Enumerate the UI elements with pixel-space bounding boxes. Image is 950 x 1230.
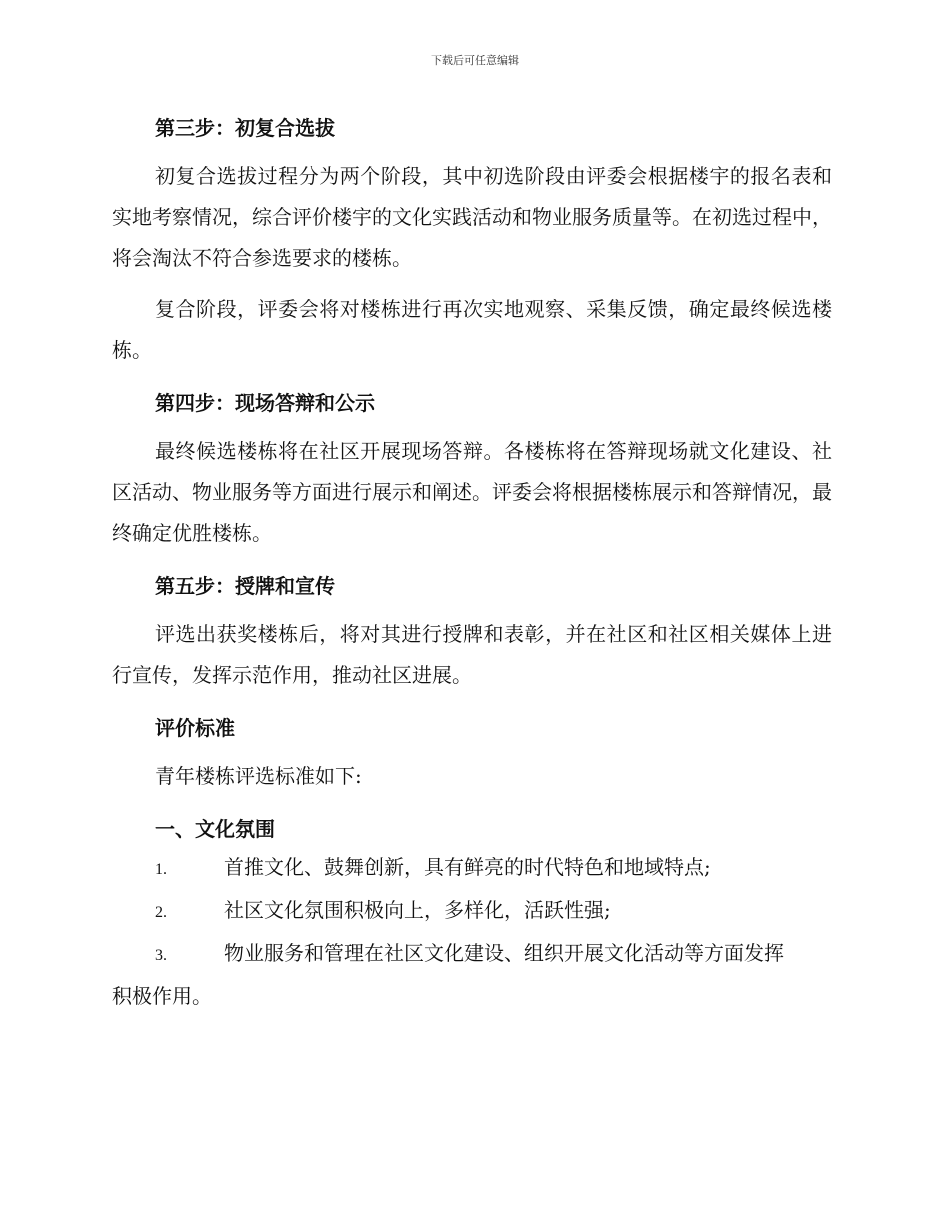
step3-paragraph-1: 初复合选拔过程分为两个阶段，其中初选阶段由评委会根据楼宇的报名表和实地考察情况，综合评价楼宇的文化实践活动和物业服务质量等。在初选过程中，将会淘汰不符合参选要求的楼栋。 bbox=[112, 164, 832, 270]
list-item-number: 3. bbox=[155, 947, 167, 964]
step5-heading: 第五步：授牌和宣传 bbox=[155, 574, 335, 598]
document-body bbox=[112, 110, 832, 1017]
criteria-heading: 评价标准 bbox=[155, 716, 235, 740]
step5-paragraph-1: 评选出获奖楼栋后，将对其进行授牌和表彰，并在社区和社区相关媒体上进行宣传，发挥示范作用，推动社区进展。 bbox=[112, 622, 832, 687]
list-item-text: 社区文化氛围积极向上，多样化，活跃性强; bbox=[224, 898, 611, 922]
criteria-intro: 青年楼栋评选标准如下: bbox=[155, 764, 362, 788]
step4-heading: 第四步：现场答辩和公示 bbox=[155, 391, 375, 415]
page-header-note: 下载后可任意编辑 bbox=[431, 54, 519, 67]
list-item-number: 2. bbox=[155, 904, 167, 921]
step3-heading: 第三步：初复合选拔 bbox=[155, 116, 335, 140]
section1-heading: 一、文化氛围 bbox=[155, 817, 275, 841]
list-item-continuation: 积极作用。 bbox=[112, 984, 212, 1008]
list-item-text: 物业服务和管理在社区文化建设、组织开展文化活动等方面发挥 bbox=[224, 941, 784, 965]
list-item-number: 1. bbox=[155, 861, 167, 878]
list-item bbox=[112, 847, 832, 890]
list-item bbox=[112, 933, 832, 976]
list-item bbox=[112, 890, 832, 933]
step4-paragraph-1: 最终候选楼栋将在社区开展现场答辩。各楼栋将在答辩现场就文化建设、社区活动、物业服务等方面进行展示和阐述。评委会将根据楼栋展示和答辩情况，最终确定优胜楼栋。 bbox=[112, 439, 832, 545]
step3-paragraph-2: 复合阶段，评委会将对楼栋进行再次实地观察、采集反馈，确定最终候选楼栋。 bbox=[112, 297, 832, 362]
list-item-text: 首推文化、鼓舞创新，具有鲜亮的时代特色和地域特点; bbox=[224, 855, 711, 879]
